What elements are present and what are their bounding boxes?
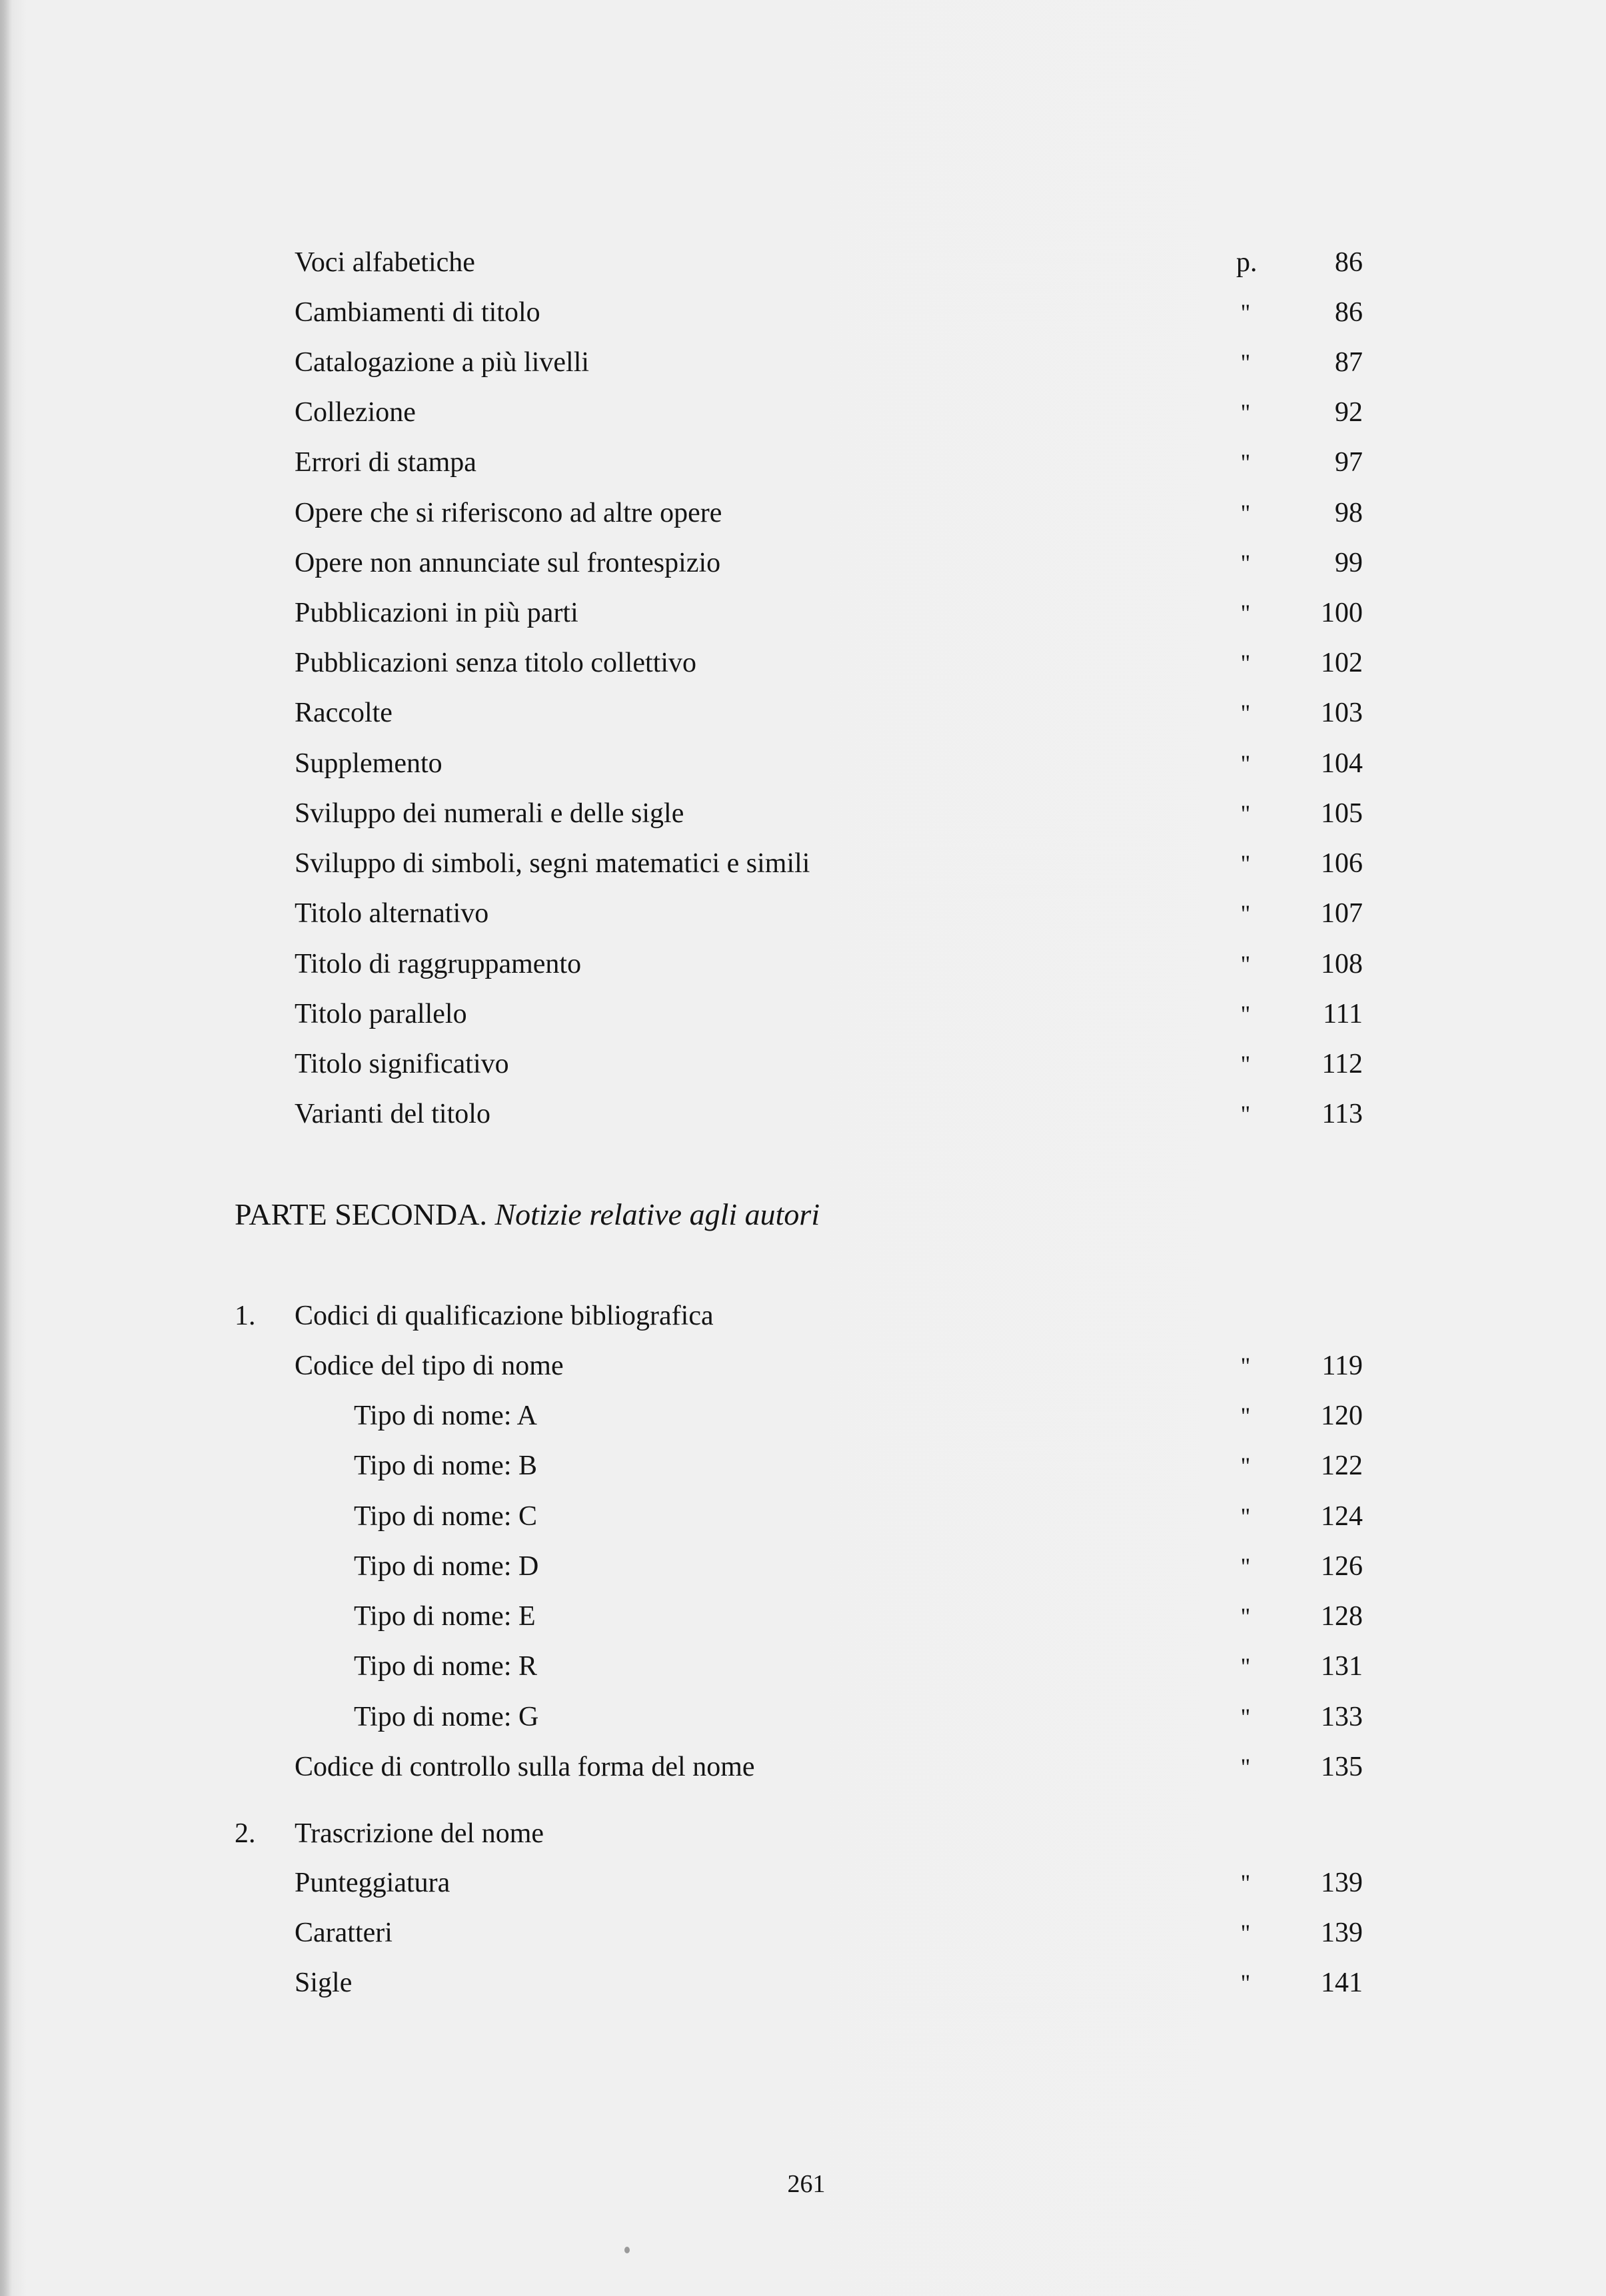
ditto-mark: " <box>1240 1653 1251 1680</box>
toc-entry-page: 139 <box>1321 1868 1363 1898</box>
toc-entry-label: Codice di controllo sulla forma del nome <box>295 1752 755 1782</box>
toc-entry-page: 105 <box>1321 798 1363 829</box>
toc-entry-label: Cambiamenti di titolo <box>295 297 540 328</box>
toc-entry-label: Titolo alternativo <box>295 898 489 929</box>
toc-entry-label: Opere non annunciate sul frontespizio <box>295 548 721 578</box>
toc-entry-page: 98 <box>1335 498 1363 528</box>
toc-entry-page: 141 <box>1321 1968 1363 1998</box>
paper-speck <box>624 2247 630 2253</box>
toc-entry-label: Tipo di nome: C <box>354 1501 538 1532</box>
section-number: 1. <box>235 1301 256 1331</box>
ditto-mark: " <box>1240 299 1251 326</box>
toc-entry-page: 113 <box>1321 1099 1363 1129</box>
ditto-mark: " <box>1240 550 1251 576</box>
ditto-mark: " <box>1240 1503 1251 1530</box>
toc-entry-page: 106 <box>1321 848 1363 879</box>
toc-entry-label: Tipo di nome: E <box>354 1601 536 1632</box>
section-title: Trascrizione del nome <box>295 1818 544 1849</box>
ditto-mark: " <box>1240 650 1251 676</box>
toc-entry-page: 86 <box>1335 247 1363 278</box>
toc-entry-label: Catalogazione a più livelli <box>295 347 590 378</box>
toc-entry-page: 100 <box>1321 598 1363 628</box>
ditto-mark: " <box>1240 1754 1251 1780</box>
part-heading <box>235 1193 820 1237</box>
toc-entry-label: Sviluppo di simboli, segni matematici e simili <box>295 848 810 879</box>
ditto-mark: " <box>1240 449 1251 476</box>
toc-entry-page: 104 <box>1321 748 1363 779</box>
toc-entry-page: 133 <box>1321 1702 1363 1732</box>
ditto-mark: " <box>1240 1403 1251 1429</box>
ditto-mark: " <box>1240 1051 1251 1077</box>
toc-entry-label: Supplemento <box>295 748 442 779</box>
toc-entry-label: Errori di stampa <box>295 447 476 478</box>
toc-entry-page: 131 <box>1321 1651 1363 1682</box>
toc-entry-page: 126 <box>1321 1551 1363 1582</box>
ditto-mark: " <box>1240 600 1251 626</box>
toc-entry-label: Titolo parallelo <box>295 999 467 1029</box>
ditto-mark: " <box>1240 951 1251 977</box>
toc-entry-label: Collezione <box>295 397 416 428</box>
toc-entry-label: Codice del tipo di nome <box>295 1351 564 1381</box>
ditto-mark: " <box>1240 500 1251 526</box>
ditto-mark: " <box>1240 1603 1251 1630</box>
toc-entry-label: Titolo di raggruppamento <box>295 949 582 979</box>
toc-entry-page: 86 <box>1335 297 1363 328</box>
section-title: Codici di qualificazione bibliografica <box>295 1301 714 1331</box>
toc-entry-label: Voci alfabetiche <box>295 247 475 278</box>
toc-entry-label: Sviluppo dei numerali e delle sigle <box>295 798 684 829</box>
toc-entry-page: 128 <box>1321 1601 1363 1632</box>
toc-entry-label: Caratteri <box>295 1918 393 1948</box>
ditto-mark: " <box>1240 1870 1251 1896</box>
toc-entry-page: 119 <box>1321 1351 1363 1381</box>
ditto-mark: " <box>1240 1353 1251 1379</box>
ditto-mark: " <box>1240 900 1251 927</box>
toc-entry-page: 122 <box>1321 1450 1363 1481</box>
ditto-mark: " <box>1240 399 1251 426</box>
ditto-mark: " <box>1240 1704 1251 1730</box>
toc-entry-page: 139 <box>1321 1918 1363 1948</box>
toc-entry-page: 103 <box>1321 698 1363 728</box>
page-number: 261 <box>787 2170 826 2198</box>
toc-entry-page: 99 <box>1335 548 1363 578</box>
toc-entry-page: 92 <box>1335 397 1363 428</box>
toc-entry-page: 120 <box>1321 1401 1363 1431</box>
toc-entry-page: 111 <box>1323 999 1363 1029</box>
toc-entry-label: Varianti del titolo <box>295 1099 490 1129</box>
toc-entry-label: Raccolte <box>295 698 393 728</box>
toc-entry-page: 112 <box>1321 1049 1363 1079</box>
section-number: 2. <box>235 1818 256 1849</box>
ditto-mark: " <box>1240 1553 1251 1580</box>
toc-entry-label: Tipo di nome: A <box>354 1401 538 1431</box>
ditto-mark: " <box>1240 1970 1251 1996</box>
ditto-mark: " <box>1240 850 1251 877</box>
toc-entry-label: Tipo di nome: G <box>354 1702 539 1732</box>
toc-entry-page: 97 <box>1335 447 1363 478</box>
toc-entry-label: Pubblicazioni senza titolo collettivo <box>295 648 697 678</box>
ditto-mark: " <box>1240 800 1251 827</box>
toc-entry-label: Tipo di nome: D <box>354 1551 539 1582</box>
ditto-mark: " <box>1240 1101 1251 1127</box>
toc-entry-label: Tipo di nome: B <box>354 1450 538 1481</box>
ditto-mark: " <box>1240 1001 1251 1027</box>
ditto-mark: " <box>1240 349 1251 376</box>
toc-entry-page: 135 <box>1321 1752 1363 1782</box>
part-heading-subtitle: Notizie relative agli autori <box>494 1197 820 1231</box>
ditto-mark: " <box>1240 750 1251 777</box>
toc-entry-label: Tipo di nome: R <box>354 1651 538 1682</box>
toc-entry-label: Pubblicazioni in più parti <box>295 598 578 628</box>
toc-entry-page: 87 <box>1335 347 1363 378</box>
ditto-mark: " <box>1240 1920 1251 1946</box>
toc-entry-page: 124 <box>1321 1501 1363 1532</box>
binding-shadow <box>0 0 12 2296</box>
toc-entry-label: Sigle <box>295 1968 353 1998</box>
part-heading-title: PARTE SECONDA. <box>235 1197 487 1231</box>
toc-entry-label: Opere che si riferiscono ad altre opere <box>295 498 722 528</box>
toc-entry-page: 102 <box>1321 648 1363 678</box>
toc-entry-label: Punteggiatura <box>295 1868 450 1898</box>
toc-entry-label: Titolo significativo <box>295 1049 509 1079</box>
toc-page-prefix: p. <box>1236 247 1257 278</box>
toc-entry-page: 107 <box>1321 898 1363 929</box>
ditto-mark: " <box>1240 1452 1251 1479</box>
ditto-mark: " <box>1240 700 1251 726</box>
toc-entry-page: 108 <box>1321 949 1363 979</box>
